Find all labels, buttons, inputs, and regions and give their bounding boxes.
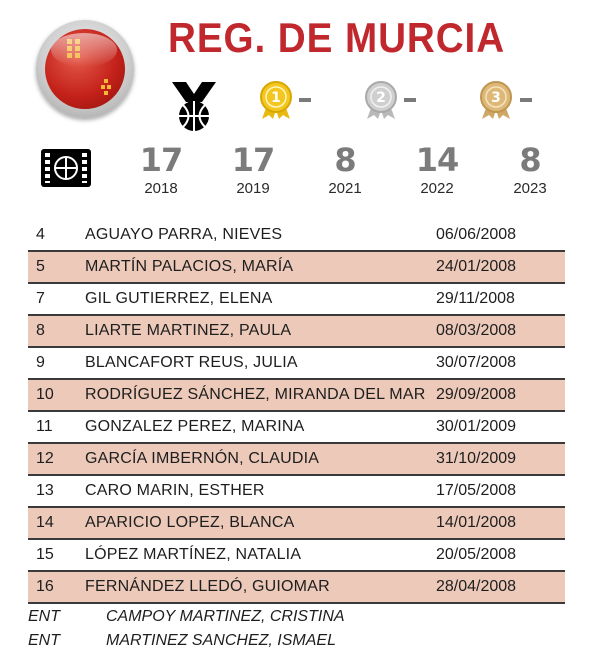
player-number: 7	[36, 290, 45, 307]
player-name: RODRÍGUEZ SÁNCHEZ, MIRANDA DEL MAR	[85, 386, 426, 403]
player-birthdate: 24/01/2008	[436, 258, 517, 275]
year-label: 2021	[328, 180, 362, 197]
player-name: LIARTE MARTINEZ, PAULA	[85, 322, 292, 339]
year-count: 8	[334, 141, 356, 179]
gold-medal-count	[299, 98, 311, 102]
year-label: 2019	[236, 180, 270, 197]
year-count: 8	[519, 141, 541, 179]
player-number: 14	[36, 514, 54, 531]
player-birthdate: 20/05/2008	[436, 546, 517, 563]
year-count: 17	[231, 141, 275, 179]
year-column	[495, 142, 565, 198]
table-row	[28, 284, 565, 316]
staff-name: CAMPOY MARTINEZ, CRISTINA	[106, 608, 345, 625]
year-column	[218, 142, 288, 198]
year-label: 2018	[144, 180, 178, 197]
player-number: 15	[36, 546, 54, 563]
player-number: 9	[36, 354, 45, 371]
player-birthdate: 28/04/2008	[436, 578, 517, 595]
player-number: 12	[36, 450, 54, 467]
table-row	[28, 220, 565, 252]
player-birthdate: 14/01/2008	[436, 514, 517, 531]
player-birthdate: 30/07/2008	[436, 354, 517, 371]
player-birthdate: 31/10/2009	[436, 450, 517, 467]
svg-text:3: 3	[491, 90, 501, 106]
player-name: FERNÁNDEZ LLEDÓ, GUIOMAR	[85, 578, 330, 595]
staff-role: ENT	[28, 632, 60, 649]
table-row	[28, 252, 565, 284]
gold-medal-1-icon	[256, 80, 296, 120]
table-row	[28, 412, 565, 444]
player-number: 10	[36, 386, 54, 403]
svg-text:1: 1	[271, 90, 281, 106]
page-title: REG. DE MURCIA	[168, 14, 506, 61]
table-row	[28, 572, 565, 604]
roster-table	[28, 220, 565, 604]
table-row	[28, 444, 565, 476]
player-birthdate: 08/03/2008	[436, 322, 517, 339]
year-count: 14	[415, 141, 459, 179]
player-number: 11	[36, 418, 53, 435]
year-column	[310, 142, 380, 198]
year-label: 2022	[420, 180, 454, 197]
player-number: 5	[36, 258, 45, 275]
table-row	[28, 316, 565, 348]
table-row	[28, 540, 565, 572]
staff-name: MARTINEZ SANCHEZ, ISMAEL	[106, 632, 336, 649]
silver-medal-2-icon	[361, 80, 401, 120]
bronze-medal-3-icon	[476, 80, 516, 120]
player-number: 4	[36, 226, 45, 243]
staff-role: ENT	[28, 608, 60, 625]
player-name: AGUAYO PARRA, NIEVES	[85, 226, 283, 243]
table-row	[28, 508, 565, 540]
player-name: LÓPEZ MARTÍNEZ, NATALIA	[85, 546, 302, 563]
basketball-medal-icon	[168, 80, 220, 134]
player-name: GARCÍA IMBERNÓN, CLAUDIA	[85, 450, 320, 467]
basketball-ticket-icon	[40, 148, 92, 188]
murcia-flag-badge-icon	[36, 20, 134, 118]
player-name: APARICIO LOPEZ, BLANCA	[85, 514, 295, 531]
player-birthdate: 29/11/2008	[436, 290, 515, 307]
table-row	[28, 380, 565, 412]
player-birthdate: 06/06/2008	[436, 226, 517, 243]
silver-medal-count	[404, 98, 416, 102]
player-birthdate: 17/05/2008	[436, 482, 517, 499]
player-name: GIL GUTIERREZ, ELENA	[85, 290, 273, 307]
player-birthdate: 29/09/2008	[436, 386, 517, 403]
bronze-medal-count	[520, 98, 532, 102]
year-label: 2023	[513, 180, 547, 197]
player-number: 16	[36, 578, 54, 595]
player-birthdate: 30/01/2009	[436, 418, 517, 435]
player-name: CARO MARIN, ESTHER	[85, 482, 265, 499]
table-row	[28, 476, 565, 508]
svg-text:2: 2	[376, 90, 386, 106]
player-name: BLANCAFORT REUS, JULIA	[85, 354, 298, 371]
year-count: 17	[139, 141, 183, 179]
player-number: 13	[36, 482, 54, 499]
year-column	[402, 142, 472, 198]
year-column	[126, 142, 196, 198]
player-name: GONZALEZ PEREZ, MARINA	[85, 418, 305, 435]
player-name: MARTÍN PALACIOS, MARÍA	[85, 258, 294, 275]
table-row	[28, 348, 565, 380]
player-number: 8	[36, 322, 45, 339]
